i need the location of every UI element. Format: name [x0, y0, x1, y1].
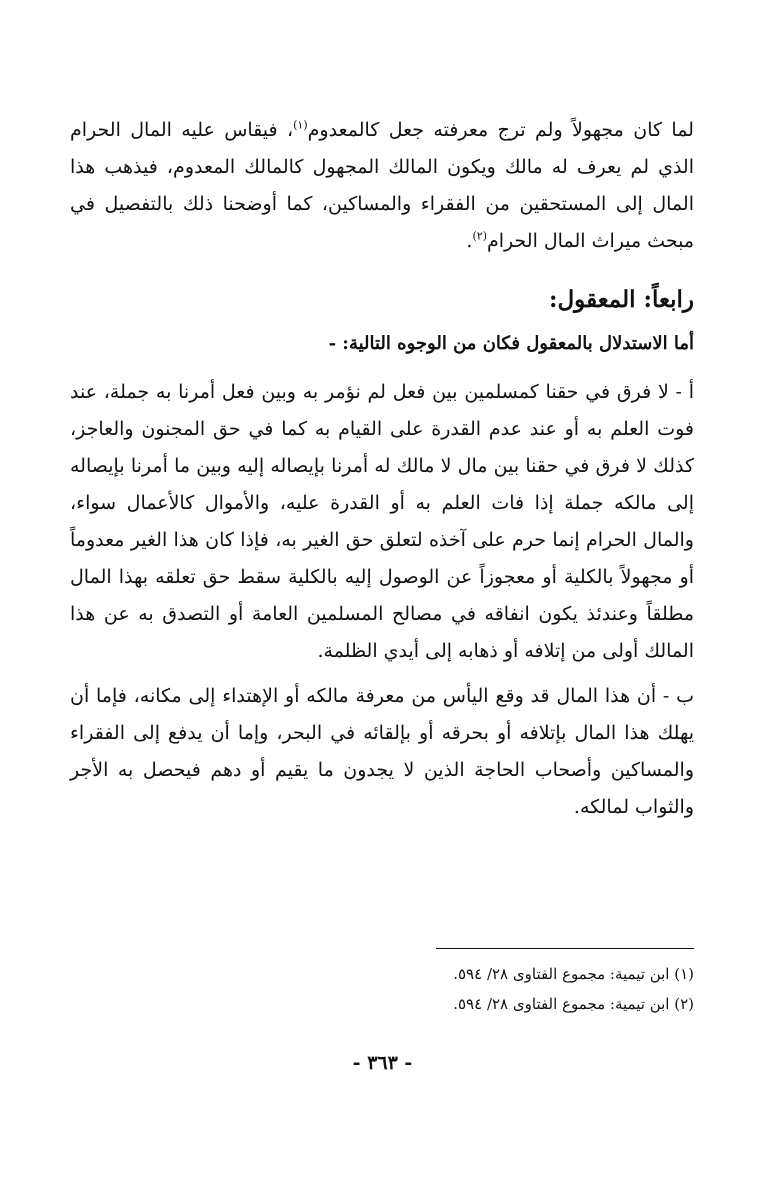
intro-paragraph [70, 112, 694, 260]
intro-text-part1: لما كان مجهولاً ولم ترج معرفته جعل كالمعدوم [307, 119, 694, 141]
intro-text-part3: . [466, 230, 473, 252]
footnote-1: (١) ابن تيمية: مجموع الفتاوى ٢٨/ ٥٩٤. [453, 965, 694, 983]
footnote-2: (٢) ابن تيمية: مجموع الفتاوى ٢٨/ ٥٩٤. [453, 995, 694, 1013]
page-number: - ٣٦٣ - [352, 1052, 413, 1074]
footnotes-section [70, 948, 694, 1019]
footnote-marker-2[interactable]: (٢) [472, 229, 487, 243]
paragraph-alef: أ - لا فرق في حقنا كمسلمين بين فعل لم نؤمر به وبين فعل أمرنا به جملة، عند فوت العلم به أو عند عدم القدرة على القيام به كما في حق المجنون والعاجز، كذلك لا فرق في حقنا بين مال لا مالك له أمرنا بإيصاله إليه وبين ما أمرنا بإيصاله إلى مالكه جملة إذا فات العلم به أو القدرة عليه، والأموال كالأعمال سواء، والمال الحرام إنما حرم على آخذه لتعلق حق الغير به، فإذا كان هذا الغير معدوماً أو مجهولاً بالكلية أو معجوزاً عن الوصول إليه بالكلية سقط حق تعلقه بهذا المال مطلقاً وعندئذ يكون انفاقه في مصالح المسلمين العامة أو التصدق به عن هذا المالك أولى من إتلافه أو ذهابه إلى أيدي الظلمة. [70, 381, 694, 662]
intro-text-part2: ، فيقاس عليه المال الحرام الذي لم يعرف له مالك ويكون المالك المجهول كالمالك المعدوم، فيذهب هذا المال إلى المستحقين من الفقراء والمساكين، كما أوضحنا ذلك بالتفصيل في مبحث ميراث المال الحرام [70, 119, 694, 252]
footnote-divider [436, 948, 694, 949]
footnote-marker-1[interactable]: (١) [293, 118, 308, 132]
paragraph-gap [70, 670, 694, 678]
page-body [70, 112, 694, 826]
section-heading: رابعاً: المعقول: [548, 286, 694, 313]
section-subheading: أما الاستدلال بالمعقول فكان من الوجوه التالية: - [328, 333, 694, 354]
paragraph-ba: ب - أن هذا المال قد وقع اليأس من معرفة مالكه أو الإهتداء إلى مكانه، فإما أن يهلك هذا المال بإتلافه أو بحرقه أو بإلقائه في البحر، وإما أن يدفع إلى الفقراء والمساكين وأصحاب الحاجة الذين لا يجدون ما يقيم أو دهم فيحصل به الأجر والثواب لمالكه. [70, 685, 694, 818]
